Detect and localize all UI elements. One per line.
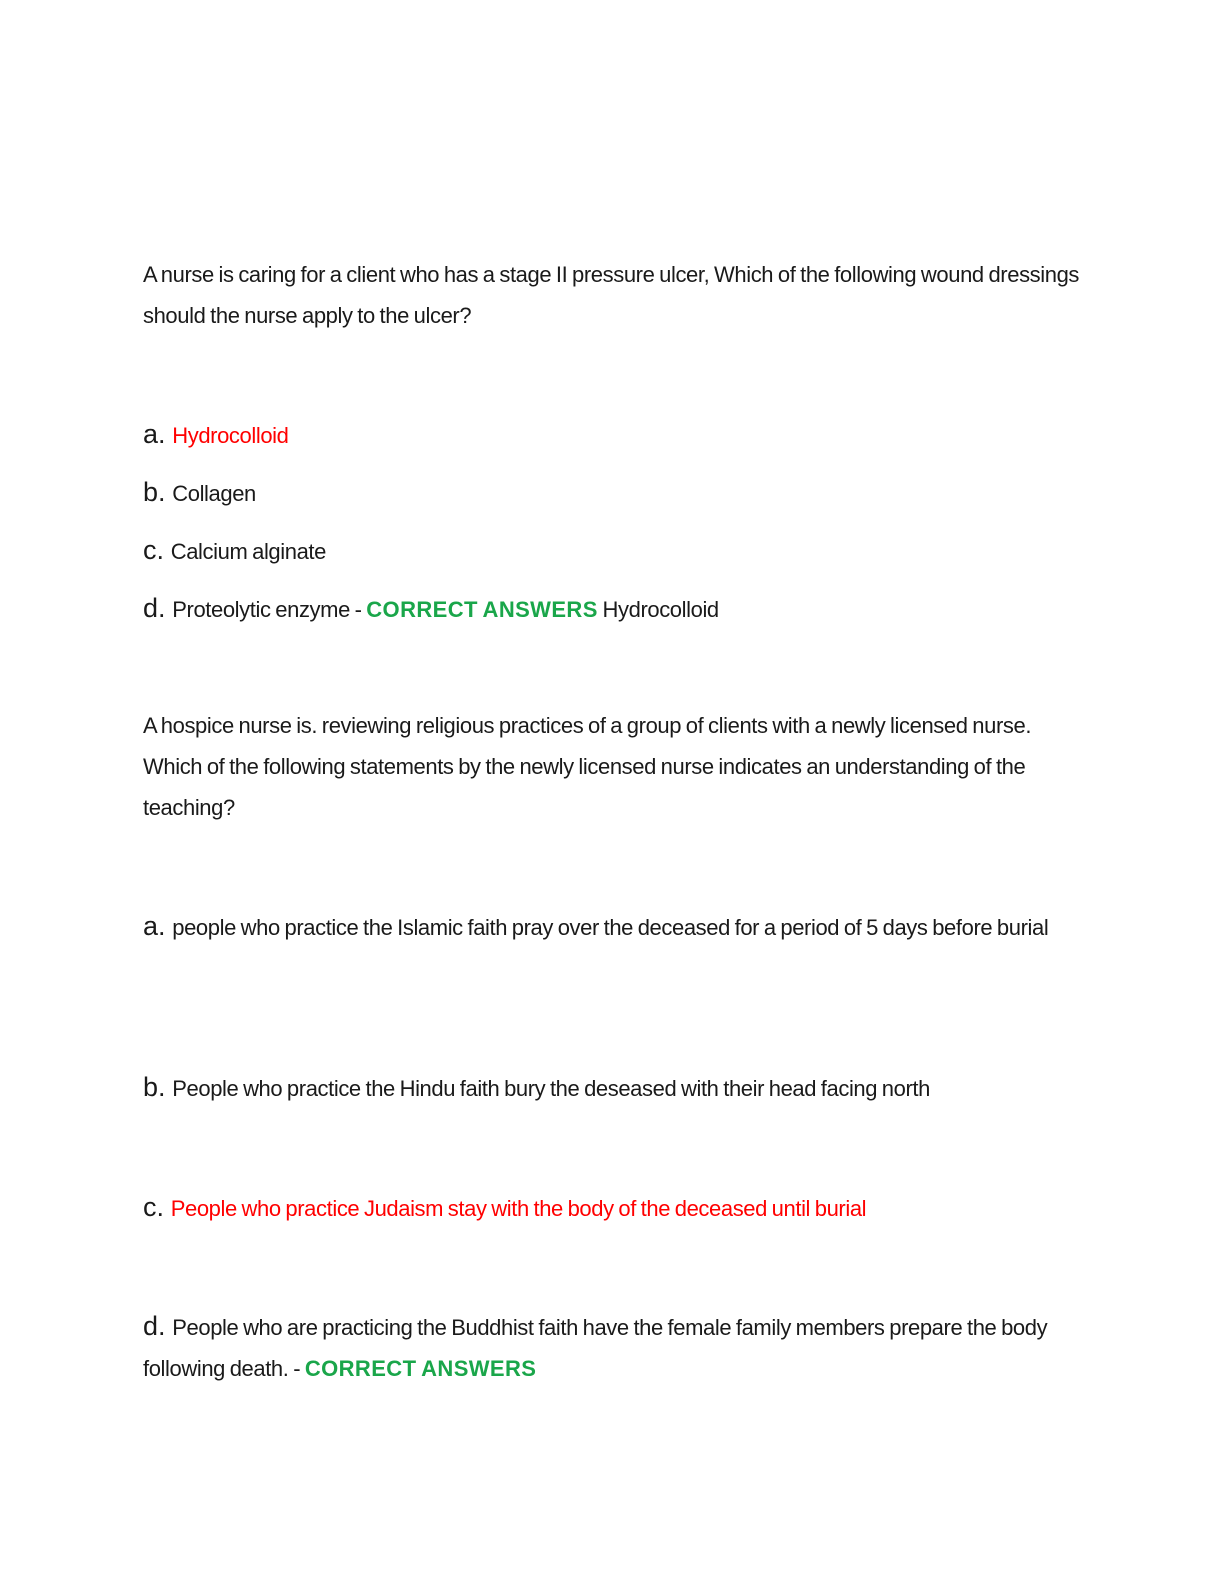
question-2-stem-text: A hospice nurse is. reviewing religious practices of a group of clients with a newly licensed nurse. Which of the following statements by the newly licensed nurse indicates an understanding of the teaching?: [143, 713, 1032, 820]
question-2-option-c: [143, 1187, 1083, 1229]
option-letter: c.: [143, 1192, 165, 1222]
option-text: Collagen: [172, 481, 256, 506]
question-2-option-d: [143, 1306, 1083, 1389]
option-letter: b.: [143, 477, 166, 507]
correct-answers-label: CORRECT ANSWERS: [366, 597, 598, 622]
correct-answers-label: CORRECT ANSWERS: [304, 1356, 537, 1381]
question-1-option-a: [143, 414, 1083, 456]
question-1-option-b: [143, 472, 1083, 514]
option-letter: a.: [143, 419, 166, 449]
option-text: People who are practicing the Buddhist faith have the female family members prepare the body following death. -: [143, 1315, 1048, 1381]
question-2-option-b: [143, 1067, 1083, 1109]
question-1-stem-text: A nurse is caring for a client who has a stage II pressure ulcer, Which of the following wound dressings should the nurse apply to the ulcer?: [143, 262, 1080, 328]
option-text: people who practice the Islamic faith pray over the deceased for a period of 5 days before burial: [172, 915, 1049, 940]
option-letter: c.: [143, 535, 165, 565]
option-text-highlighted: People who practice Judaism stay with the body of the deceased until burial: [170, 1196, 867, 1221]
option-letter: d.: [143, 593, 166, 623]
option-text-highlighted: Hydrocolloid: [172, 423, 289, 448]
question-2-option-a: [143, 906, 1083, 948]
option-letter: d.: [143, 1311, 166, 1341]
option-text: Proteolytic enzyme -: [172, 597, 362, 622]
option-text: People who practice the Hindu faith bury the deseased with their head facing north: [172, 1076, 930, 1101]
option-letter: b.: [143, 1072, 166, 1102]
question-1-option-c: [143, 530, 1083, 572]
question-1-stem: [143, 254, 1083, 336]
option-letter: a.: [143, 911, 166, 941]
question-1-option-d: [143, 588, 1083, 630]
question-2-stem: [143, 705, 1083, 828]
correct-answer-text: Hydrocolloid: [602, 597, 719, 622]
option-text: Calcium alginate: [170, 539, 326, 564]
